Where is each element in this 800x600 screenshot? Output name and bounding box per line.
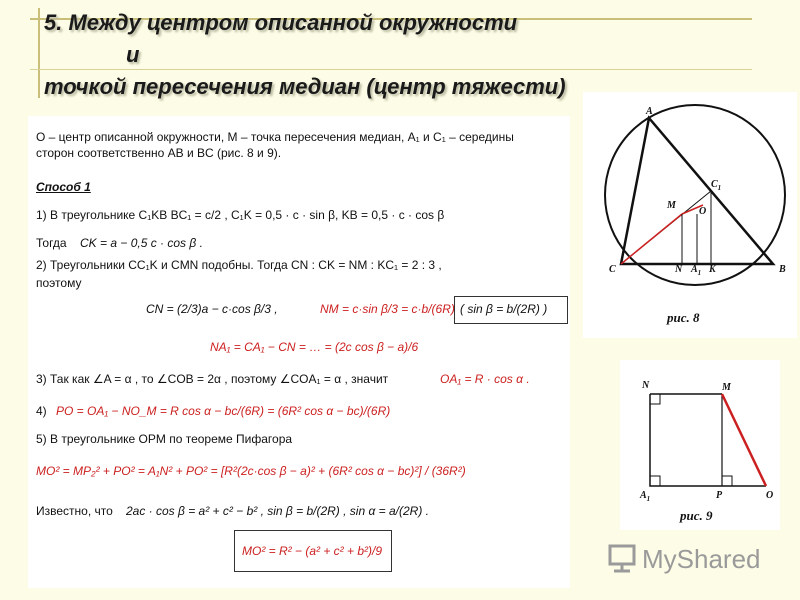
intro-line2: сторон соответственно AB и BC (рис. 8 и 9). <box>36 146 282 160</box>
segment-mo-red <box>722 394 766 486</box>
figure-8-drawing <box>583 92 797 338</box>
step1-ck-formula: CK = a − 0,5 c · cos β . <box>80 236 203 250</box>
step1-then-label: Тогда <box>36 236 67 250</box>
title-rule-left <box>38 8 40 98</box>
step3-line: 3) Так как ∠A = α , то ∠COB = 2α , поэтому ∠COA₁ = α , значит <box>36 372 389 386</box>
solution-panel <box>28 116 570 588</box>
step4-label: 4) <box>36 404 47 418</box>
myshared-logo <box>606 538 796 583</box>
title-rule-mid <box>30 69 752 70</box>
step2-therefore: поэтому <box>36 276 82 290</box>
figure-9-caption: рис. 9 <box>680 508 713 523</box>
rectangle-left-bottom <box>650 394 766 486</box>
step2-line: 2) Треугольники CC₁K и CMN подобны. Тогда CN : CK = NM : KC₁ = 2 : 3 , <box>36 258 442 272</box>
formula-cn: CN = (2/3)a − c·cos β/3 , <box>146 302 278 316</box>
label-n: N <box>675 264 683 275</box>
figure-9 <box>620 360 780 530</box>
monitor-icon <box>610 546 634 564</box>
label-m: M <box>667 200 676 211</box>
label-a1: $A_1$ <box>640 490 651 503</box>
slide-title-line2: и <box>126 42 140 67</box>
label-c: C <box>609 264 616 275</box>
logo-graphic <box>606 538 796 578</box>
label-a1: $A_1$ <box>691 264 702 277</box>
label-o: O <box>766 490 774 501</box>
result-formula: MO² = R² − (a² + c² + b²)/9 <box>242 544 383 558</box>
right-angle-p <box>722 476 732 486</box>
formula-nm: NM = c·sin β/3 = c·b/(6R) <box>320 302 455 316</box>
label-b: B <box>779 264 786 275</box>
right-angle-n <box>650 394 660 404</box>
figure-8 <box>583 92 797 338</box>
step4-po-formula: PO = OA₁ − NO_M = R cos α − bc/(6R) = (6R² cos α − bc)/(6R) <box>56 404 391 418</box>
label-m: M <box>722 382 731 393</box>
intro-line1: O – центр описанной окружности, M – точка пересечения медиан, A₁ и C₁ – середины <box>36 130 514 144</box>
label-n: N <box>642 380 650 391</box>
formula-mo-squared: MO² = MP₂² + PO² = A₁N² + PO² = [R²(2c·cos β − a)² + (6R² cos α − bc)²] / (36R²) <box>36 464 466 478</box>
slide-title-line1: 5. Между центром описанной окружности <box>44 10 518 35</box>
figure-9-drawing <box>620 360 780 530</box>
known-label: Известно, что <box>36 504 113 518</box>
circumcircle <box>605 105 785 285</box>
label-p: P <box>716 490 723 501</box>
step3-oa1: OA₁ = R · cos α . <box>440 372 530 386</box>
label-c1: $C_1$ <box>711 179 722 192</box>
logo-text: MyShared <box>642 544 761 574</box>
formula-sin-beta: ( sin β = b/(2R) ) <box>460 302 548 316</box>
slide-title-line3: точкой пересечения медиан (центр тяжести) <box>44 74 566 99</box>
known-identities: 2ac · cos β = a² + c² − b² , sin β = b/(2R) , sin α = a/(2R) . <box>126 504 429 518</box>
label-o: O <box>699 206 707 217</box>
method-heading: Способ 1 <box>36 180 91 194</box>
figure-8-caption: рис. 8 <box>667 310 700 325</box>
step1-line: 1) В треугольнике C₁KB BC₁ = c/2 , C₁K = 0,5 · c · sin β, KB = 0,5 · c · cos β <box>36 208 445 222</box>
label-a: A <box>646 106 653 117</box>
right-angle-a1 <box>650 476 660 486</box>
label-k: K <box>709 264 716 275</box>
formula-na1: NA₁ = CA₁ − CN = … = (2c cos β − a)/6 <box>210 340 419 354</box>
step5-line: 5) В треугольнике OPM по теореме Пифагора <box>36 432 293 446</box>
